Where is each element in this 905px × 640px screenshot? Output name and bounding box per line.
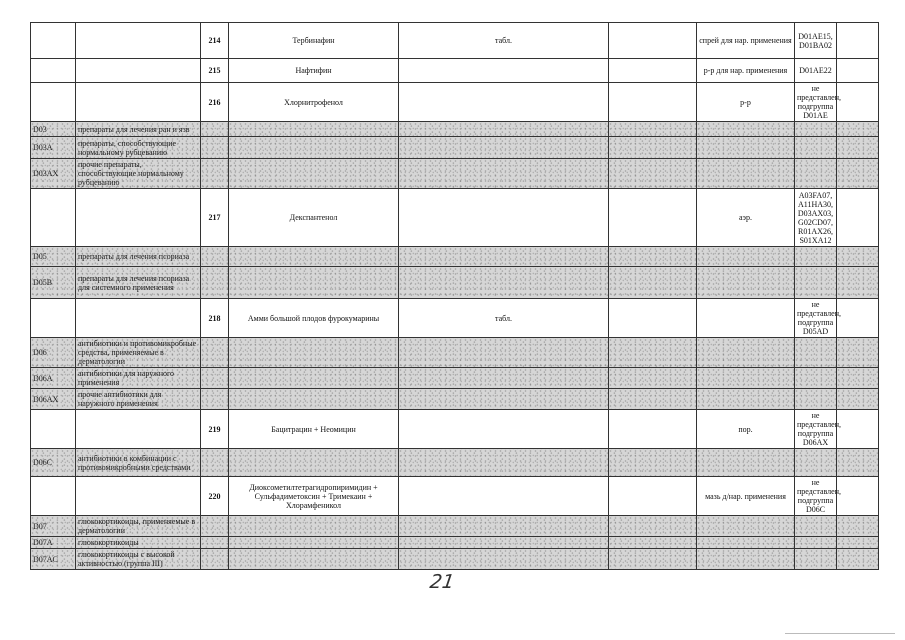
empty-desc-cell <box>76 59 201 83</box>
drug-row <box>31 189 879 247</box>
empty-cell <box>609 516 697 537</box>
group-row <box>31 549 879 570</box>
empty-cell <box>399 267 609 299</box>
drug-name: Амми большой плодов фурокумарины <box>229 299 399 338</box>
empty-cell <box>399 516 609 537</box>
atc-code: A03FA07, A11HA30, D03AX03, G02CD07, R01AX26, S01XA12 <box>795 189 837 247</box>
page-number: 21 <box>428 571 456 593</box>
empty-cell <box>229 549 399 570</box>
atc-code: D01AE22 <box>795 59 837 83</box>
empty-cell <box>201 267 229 299</box>
empty-cell <box>697 159 795 189</box>
empty-cell <box>399 247 609 267</box>
drug-name: Бацитрацин + Неомицин <box>229 410 399 449</box>
group-row <box>31 368 879 389</box>
drug-name: Хлорнитрофенол <box>229 83 399 122</box>
empty-cell <box>399 389 609 410</box>
empty-cell <box>229 389 399 410</box>
atc-group-description: прочие антибиотики для наружного применения <box>76 389 201 410</box>
empty-cell <box>837 23 879 59</box>
empty-desc-cell <box>76 189 201 247</box>
empty-cell <box>609 410 697 449</box>
empty-cell <box>201 122 229 137</box>
empty-cell <box>609 537 697 549</box>
group-row <box>31 338 879 368</box>
empty-cell <box>837 368 879 389</box>
dosage-form-2: р-р для нар. применения <box>697 59 795 83</box>
atc-group-description: прочие препараты, способствующие нормальному рубцеванию <box>76 159 201 189</box>
empty-cell <box>795 247 837 267</box>
empty-cell <box>229 122 399 137</box>
empty-cell <box>837 267 879 299</box>
atc-group-code: D06 <box>31 338 76 368</box>
empty-cell <box>795 368 837 389</box>
atc-group-code: D07 <box>31 516 76 537</box>
atc-group-code: D03AX <box>31 159 76 189</box>
empty-cell <box>229 516 399 537</box>
dosage-form-1 <box>399 59 609 83</box>
dosage-form-2: пор. <box>697 410 795 449</box>
group-row <box>31 267 879 299</box>
empty-cell <box>795 449 837 477</box>
empty-cell <box>837 410 879 449</box>
group-row <box>31 389 879 410</box>
atc-group-code: D07A <box>31 537 76 549</box>
dosage-form-2: мазь д/нар. применения <box>697 477 795 516</box>
atc-group-code: D03 <box>31 122 76 137</box>
empty-cell <box>837 137 879 159</box>
drug-row <box>31 23 879 59</box>
atc-group-description: глюкокортикоиды <box>76 537 201 549</box>
empty-cell <box>399 338 609 368</box>
empty-desc-cell <box>76 23 201 59</box>
dosage-form-2: спрей для нар. применения <box>697 23 795 59</box>
atc-group-code: D03A <box>31 137 76 159</box>
atc-code: D01AE15, D01BA02 <box>795 23 837 59</box>
drug-number: 217 <box>201 189 229 247</box>
empty-cell <box>609 59 697 83</box>
empty-desc-cell <box>76 410 201 449</box>
empty-code-cell <box>31 59 76 83</box>
empty-cell <box>201 449 229 477</box>
empty-cell <box>201 159 229 189</box>
empty-cell <box>609 338 697 368</box>
empty-cell <box>609 83 697 122</box>
empty-cell <box>201 537 229 549</box>
empty-cell <box>609 368 697 389</box>
atc-group-code: D07AC <box>31 549 76 570</box>
empty-cell <box>399 537 609 549</box>
dosage-form-2 <box>697 299 795 338</box>
empty-cell <box>399 449 609 477</box>
empty-code-cell <box>31 299 76 338</box>
empty-cell <box>837 247 879 267</box>
dosage-form-1 <box>399 410 609 449</box>
empty-cell <box>201 137 229 159</box>
empty-code-cell <box>31 189 76 247</box>
atc-group-description: антибиотики и противомикробные средства, применяемые в дерматологии <box>76 338 201 368</box>
empty-cell <box>229 137 399 159</box>
group-row <box>31 516 879 537</box>
drug-number: 218 <box>201 299 229 338</box>
atc-group-description: антибиотики в комбинации с противомикробными средствами <box>76 449 201 477</box>
empty-cell <box>201 368 229 389</box>
empty-cell <box>229 159 399 189</box>
empty-cell <box>399 122 609 137</box>
empty-cell <box>201 549 229 570</box>
drug-number: 215 <box>201 59 229 83</box>
atc-group-description: препараты для лечения псориаза для системного применения <box>76 267 201 299</box>
empty-cell <box>837 477 879 516</box>
empty-cell <box>795 389 837 410</box>
drug-name: Декспантенол <box>229 189 399 247</box>
empty-cell <box>837 59 879 83</box>
drug-number: 220 <box>201 477 229 516</box>
empty-cell <box>837 549 879 570</box>
empty-cell <box>697 137 795 159</box>
drug-name: Диоксометилтетрагидропиримидин + Сульфадиметоксин + Тримекаин + Хлорамфеникол <box>229 477 399 516</box>
group-row <box>31 247 879 267</box>
group-row <box>31 122 879 137</box>
empty-cell <box>837 83 879 122</box>
empty-cell <box>609 477 697 516</box>
atc-group-description: препараты, способствующие нормальному рубцеванию <box>76 137 201 159</box>
empty-cell <box>229 247 399 267</box>
dosage-form-1: табл. <box>399 299 609 338</box>
dosage-form-1 <box>399 477 609 516</box>
empty-code-cell <box>31 410 76 449</box>
empty-cell <box>399 549 609 570</box>
empty-cell <box>609 299 697 338</box>
empty-cell <box>609 189 697 247</box>
empty-cell <box>399 137 609 159</box>
drug-row <box>31 59 879 83</box>
atc-group-description: препараты для лечения ран и язв <box>76 122 201 137</box>
empty-cell <box>201 338 229 368</box>
empty-cell <box>609 449 697 477</box>
empty-cell <box>837 389 879 410</box>
empty-cell <box>399 159 609 189</box>
empty-cell <box>697 516 795 537</box>
empty-cell <box>697 389 795 410</box>
drug-row <box>31 410 879 449</box>
empty-cell <box>795 137 837 159</box>
group-row <box>31 137 879 159</box>
dosage-form-2: р-р <box>697 83 795 122</box>
empty-cell <box>609 122 697 137</box>
empty-cell <box>795 549 837 570</box>
empty-cell <box>837 449 879 477</box>
atc-group-description: глюкокортикоиды с высокой активностью (группа III) <box>76 549 201 570</box>
drug-row <box>31 299 879 338</box>
empty-cell <box>609 23 697 59</box>
drug-register-table <box>30 22 879 570</box>
group-row <box>31 449 879 477</box>
empty-cell <box>609 549 697 570</box>
empty-cell <box>201 247 229 267</box>
empty-cell <box>795 159 837 189</box>
drug-number: 216 <box>201 83 229 122</box>
empty-cell <box>697 449 795 477</box>
empty-cell <box>229 449 399 477</box>
group-row <box>31 537 879 549</box>
empty-desc-cell <box>76 83 201 122</box>
atc-group-code: D05 <box>31 247 76 267</box>
drug-name: Тербинафин <box>229 23 399 59</box>
atc-group-description: глюкокортикоиды, применяемые в дерматологии <box>76 516 201 537</box>
empty-cell <box>229 338 399 368</box>
empty-cell <box>795 338 837 368</box>
empty-code-cell <box>31 83 76 122</box>
empty-cell <box>697 267 795 299</box>
empty-cell <box>837 299 879 338</box>
empty-cell <box>609 159 697 189</box>
atc-code: не представлен, подгруппа D06AX <box>795 410 837 449</box>
atc-group-code: D06AX <box>31 389 76 410</box>
scan-artifact-line <box>785 633 895 634</box>
empty-cell <box>697 122 795 137</box>
empty-cell <box>837 189 879 247</box>
empty-cell <box>697 338 795 368</box>
empty-cell <box>229 537 399 549</box>
drug-row <box>31 477 879 516</box>
empty-cell <box>399 368 609 389</box>
empty-cell <box>795 537 837 549</box>
dosage-form-2: аэр. <box>697 189 795 247</box>
empty-desc-cell <box>76 299 201 338</box>
group-row <box>31 159 879 189</box>
empty-cell <box>609 389 697 410</box>
empty-cell <box>795 516 837 537</box>
empty-cell <box>837 537 879 549</box>
atc-code: не представлен, подгруппа D05AD <box>795 299 837 338</box>
empty-cell <box>697 537 795 549</box>
empty-cell <box>697 549 795 570</box>
atc-group-code: D05B <box>31 267 76 299</box>
atc-group-description: антибиотики для наружного применения <box>76 368 201 389</box>
empty-cell <box>795 267 837 299</box>
dosage-form-1 <box>399 189 609 247</box>
empty-code-cell <box>31 23 76 59</box>
empty-cell <box>201 389 229 410</box>
empty-cell <box>837 159 879 189</box>
drug-number: 214 <box>201 23 229 59</box>
drug-row <box>31 83 879 122</box>
atc-group-description: препараты для лечения псориаза <box>76 247 201 267</box>
empty-cell <box>229 267 399 299</box>
empty-cell <box>201 516 229 537</box>
empty-cell <box>609 247 697 267</box>
empty-desc-cell <box>76 477 201 516</box>
empty-cell <box>229 368 399 389</box>
empty-cell <box>609 267 697 299</box>
atc-group-code: D06C <box>31 449 76 477</box>
empty-cell <box>609 137 697 159</box>
drug-name: Нафтифин <box>229 59 399 83</box>
empty-cell <box>697 368 795 389</box>
atc-group-code: D06A <box>31 368 76 389</box>
empty-cell <box>837 122 879 137</box>
dosage-form-1: табл. <box>399 23 609 59</box>
empty-code-cell <box>31 477 76 516</box>
atc-code: не представлен, подгруппа D06C <box>795 477 837 516</box>
empty-cell <box>837 516 879 537</box>
dosage-form-1 <box>399 83 609 122</box>
empty-cell <box>697 247 795 267</box>
atc-code: не представлен, подгруппа D01AE <box>795 83 837 122</box>
empty-cell <box>837 338 879 368</box>
drug-number: 219 <box>201 410 229 449</box>
empty-cell <box>795 122 837 137</box>
